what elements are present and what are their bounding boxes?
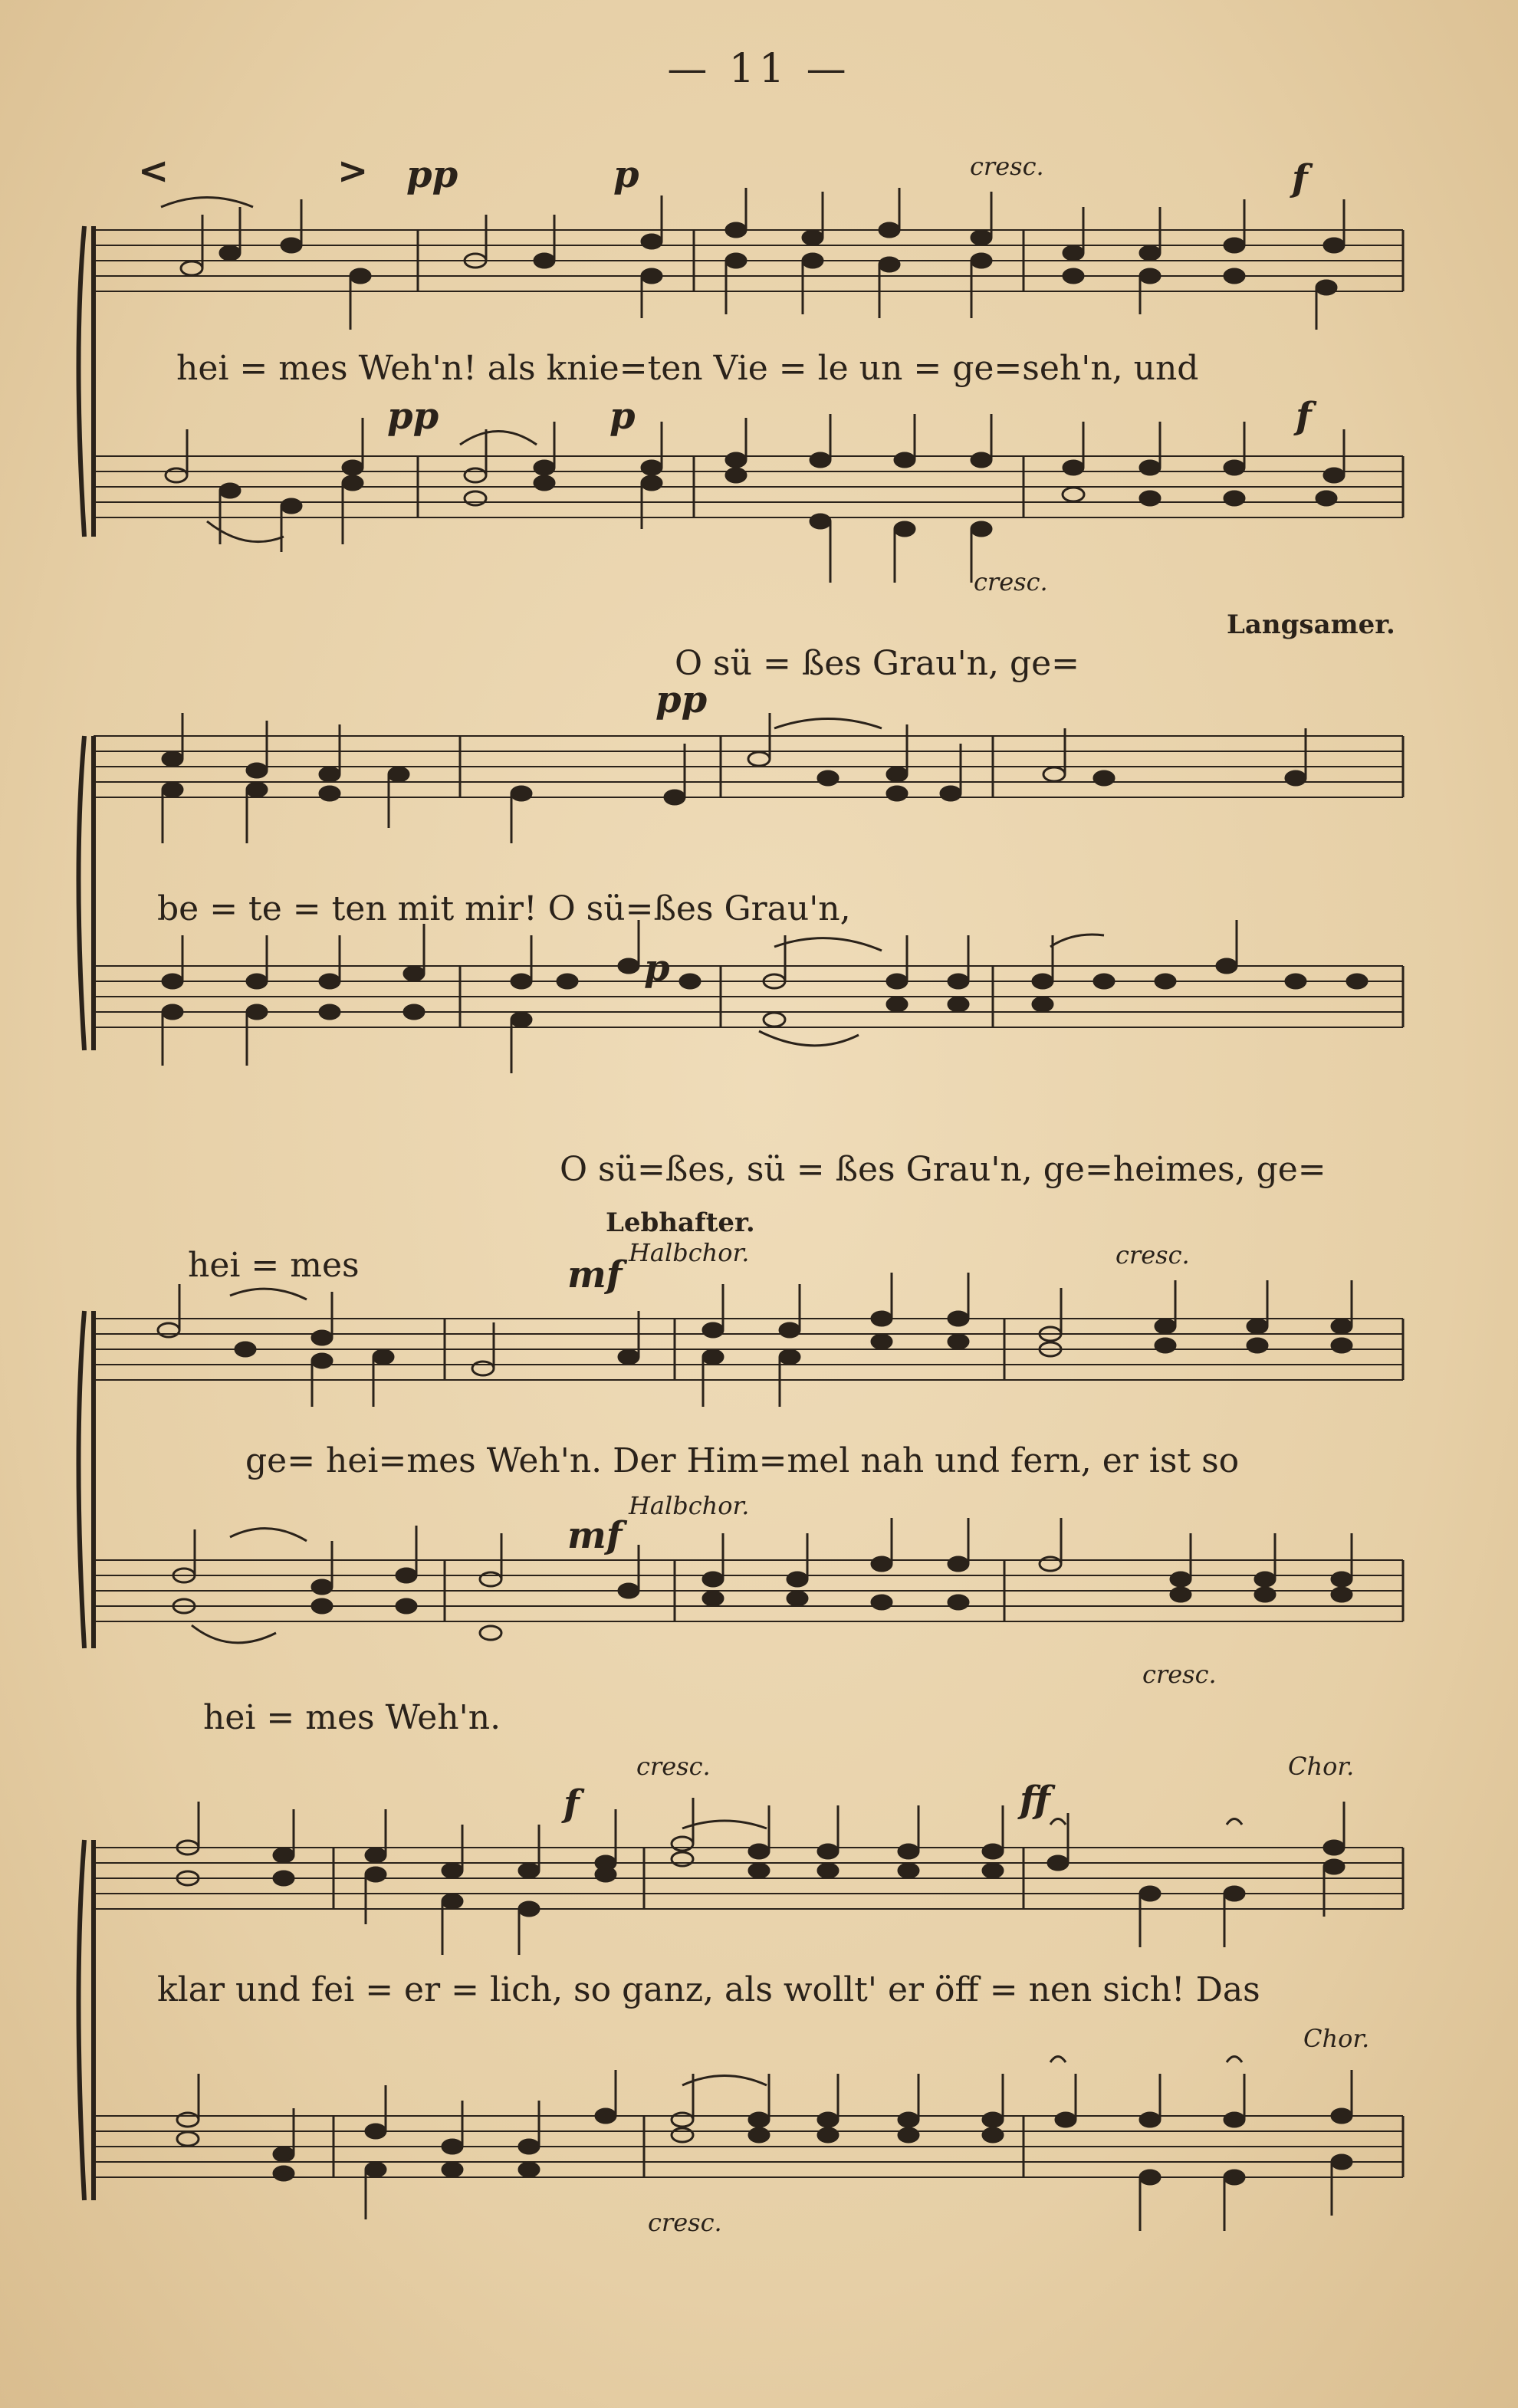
lyrics-above: hei = mes — [188, 1246, 360, 1285]
cresc-mark: cresc. — [970, 152, 1044, 181]
dynamic-pp: pp — [656, 678, 708, 721]
cresc-mark: cresc. — [636, 1752, 711, 1781]
page-number: — 11 — — [667, 46, 851, 92]
lyrics-below: hei = mes Weh'n. — [203, 1698, 501, 1737]
music-system-3 — [0, 1296, 1518, 1694]
dynamic-pp-lower: pp — [387, 395, 439, 438]
dynamic-f: f — [1292, 157, 1308, 200]
dynamic-f-lower: f — [1296, 395, 1312, 438]
hairpin-crescendo: < — [138, 149, 169, 192]
dynamic-p: p — [613, 153, 639, 196]
tempo-marking: Lebhafter. — [606, 1207, 755, 1238]
chor-label-lower: Chor. — [1303, 2024, 1370, 2053]
dynamic-mf: mf — [567, 1253, 623, 1296]
dynamic-p-lower: p — [610, 395, 636, 438]
chor-label: Chor. — [1288, 1752, 1355, 1781]
dynamic-pp: pp — [406, 153, 458, 196]
cresc-mark: cresc. — [1116, 1240, 1190, 1270]
cresc-mark-lower: cresc. — [1142, 1660, 1217, 1689]
lyrics-line: ge= hei=mes Weh'n. Der Him=mel nah und fern, er ist so — [245, 1441, 1240, 1480]
music-system-4 — [0, 1832, 1518, 2231]
lyrics-above: O sü = ßes Grau'n, ge= — [675, 644, 1080, 683]
dynamic-ff: ff — [1020, 1779, 1050, 1822]
cresc-mark-lower: cresc. — [974, 567, 1048, 596]
dynamic-mf-lower: mf — [567, 1514, 623, 1557]
halbchor-label: Halbchor. — [629, 1238, 750, 1267]
lyrics-line: hei = mes Weh'n! als knie=ten Vie = le un = ge=seh'n, und — [176, 349, 1199, 388]
dynamic-f: f — [564, 1782, 580, 1825]
accent-mark: > — [337, 149, 369, 192]
tempo-marking: Langsamer. — [1227, 609, 1395, 640]
dynamic-p: p — [644, 947, 670, 990]
lyrics-line: be = te = ten mit mir! O sü=ßes Grau'n, — [157, 889, 851, 928]
halbchor-label-lower: Halbchor. — [629, 1491, 750, 1520]
lyrics-below: O sü=ßes, sü = ßes Grau'n, ge=heimes, ge= — [560, 1150, 1326, 1189]
lyrics-line: klar und fei = er = lich, so ganz, als wollt' er öff = nen sich! Das — [157, 1970, 1260, 2009]
cresc-mark-lower: cresc. — [648, 2208, 722, 2237]
